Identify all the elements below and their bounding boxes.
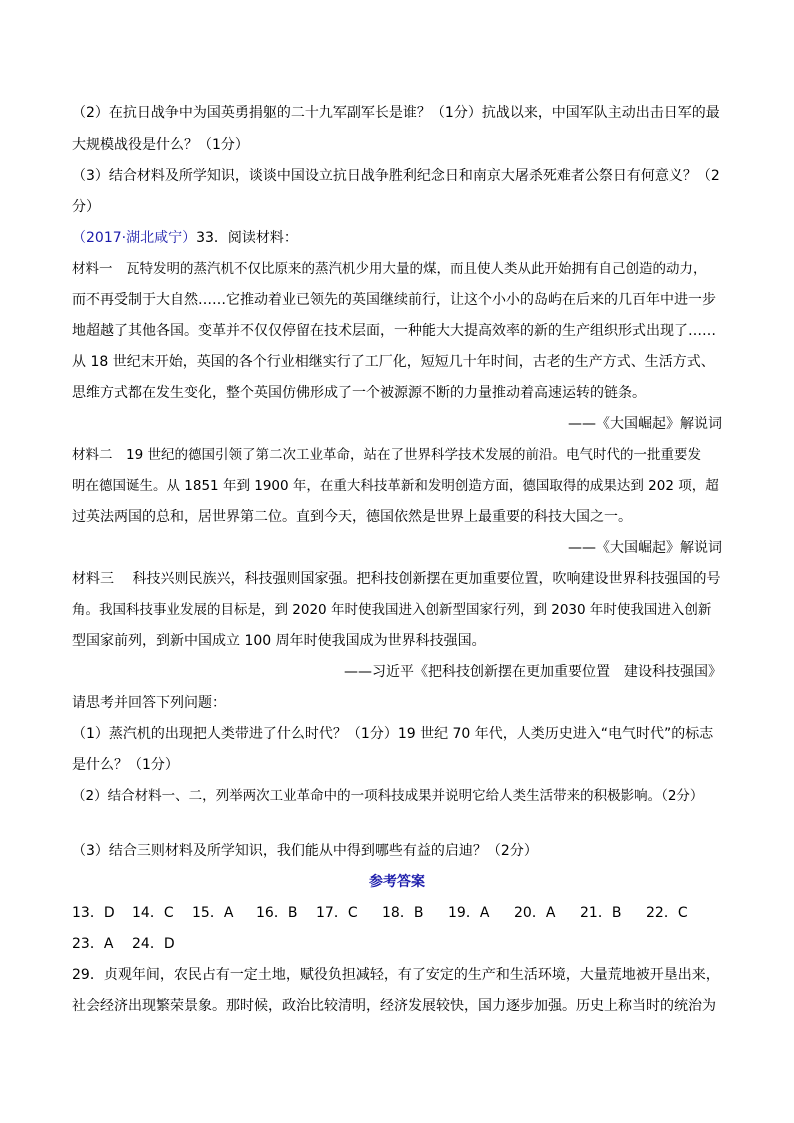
question-33-intro: 33．阅读材料： xyxy=(196,230,298,246)
sub-question-3: （3）结合三则材料及所学知识，我们能从中得到哪些有益的启迪？（2分） xyxy=(72,843,538,859)
material-1-line: 思维方式都在发生变化，整个英国仿佛形成了一个被源源不断的力量推动着高速运转的链条。 xyxy=(72,385,646,401)
sub-question-2: （2）结合材料一、二，列举两次工业革命中的一项科技成果并说明它给人类生活带来的积极影响。（2分） xyxy=(72,788,704,804)
sub-question-1-line-1: （1）蒸汽机的出现把人类带进了什么时代？（1分）19 世纪 70 年代，人类历史进入“电气时代”的标志 xyxy=(72,726,714,742)
answer-item: 21．B xyxy=(580,905,622,921)
answer-item: 20．A xyxy=(514,905,556,921)
material-3-line: 角。我国科技事业发展的目标是，到 2020 年时使我国进入创新型国家行列，到 2030 年时使我国进入创新 xyxy=(72,602,712,618)
question-source-tag: （2017·湖北咸宁） xyxy=(72,230,197,246)
answer-item: 24．D xyxy=(132,936,175,952)
material-2-line: 材料二 19 世纪的德国引领了第二次工业革命，站在了世界科学技术发展的前沿。电气时代的一批重要发 xyxy=(72,447,701,463)
answer-item: 13．D xyxy=(72,905,115,921)
answer-item: 18．B xyxy=(382,905,424,921)
material-1-line: 材料一 瓦特发明的蒸汽机不仅比原来的蒸汽机少用大量的煤，而且使人类从此开始拥有自己创造的动力， xyxy=(72,261,707,277)
answer-item: 22．C xyxy=(646,905,688,921)
material-2-source: ——《大国崛起》解说词 xyxy=(568,540,722,556)
answer-space xyxy=(72,812,722,836)
answer-item: 17．C xyxy=(316,905,358,921)
material-3-line: 型国家前列，到新中国成立 100 周年时使我国成为世界科技强国。 xyxy=(72,633,486,649)
question-3-line-1: （3）结合材料及所学知识，谈谈中国设立抗日战争胜利纪念日和南京大屠杀死难者公祭日有何意义？（2 xyxy=(72,168,720,184)
material-2-line: 过英法两国的总和，居世界第二位。直到今天，德国依然是世界上最重要的科技大国之一。 xyxy=(72,509,632,525)
answer-item: 23．A xyxy=(72,936,114,952)
answer-item: 16．B xyxy=(256,905,298,921)
page-content xyxy=(72,96,722,1022)
answer-item: 19．A xyxy=(448,905,490,921)
question-2-line-1: （2）在抗日战争中为国英勇捐躯的二十九军副军长是谁？（1分）抗战以来，中国军队主动出击日军的最 xyxy=(72,105,720,121)
answer-29-line-2: 社会经济出现繁荣景象。那时候，政治比较清明，经济发展较快，国力逐步加强。历史上称当时的统治为 xyxy=(72,998,716,1014)
question-prompt: 请思考并回答下列问题： xyxy=(72,695,226,711)
answer-item: 15．A xyxy=(192,905,234,921)
material-1-line: 从 18 世纪末开始，英国的各个行业相继实行了工厂化，短短几十年时间，古老的生产方式、生活方式、 xyxy=(72,354,715,370)
answer-item: 14．C xyxy=(132,905,174,921)
question-3-line-2: 分） xyxy=(72,199,100,215)
material-3-line: 材料三 科技兴则民族兴，科技强则国家强。把科技创新摆在更加重要位置，吹响建设世界科技强国的号 xyxy=(72,571,721,587)
answers-title: 参考答案 xyxy=(369,874,425,890)
answer-row-1 xyxy=(72,898,722,929)
answer-row-2 xyxy=(72,929,722,960)
question-2-line-2: 大规模战役是什么？（1分） xyxy=(72,137,249,153)
material-1-line: 地超越了其他各国。变革并不仅仅停留在技术层面，一种能大大提高效率的新的生产组织形式出现了…… xyxy=(72,323,716,339)
material-1-source: ——《大国崛起》解说词 xyxy=(568,416,722,432)
material-3-source: ——习近平《把科技创新摆在更加重要位置 建设科技强国》 xyxy=(344,664,722,680)
material-1-line: 而不再受制于大自然……它推动着业已领先的英国继续前行，让这个小小的岛屿在后来的几百年中进一步 xyxy=(72,292,716,308)
answer-29-line-1: 29．贞观年间，农民占有一定土地，赋役负担减轻，有了安定的生产和生活环境，大量荒地被开垦出来， xyxy=(72,967,720,983)
material-2-line: 明在德国诞生。从 1851 年到 1900 年，在重大科技革新和发明创造方面，德国取得的成果达到 202 项，超 xyxy=(72,478,719,494)
sub-question-1-line-2: 是什么？（1分） xyxy=(72,757,179,773)
question-33-header xyxy=(72,223,722,254)
